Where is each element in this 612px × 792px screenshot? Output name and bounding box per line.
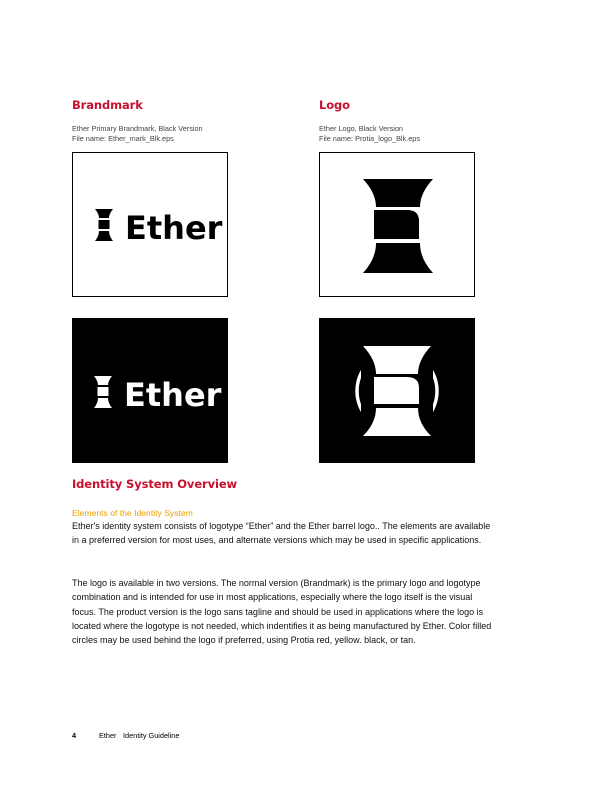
logo-black-panel: [319, 152, 475, 297]
footer-brand: Ether: [99, 731, 117, 740]
logo-caption: [319, 124, 420, 144]
overview-title: Identity System Overview: [72, 477, 238, 491]
overview-paragraph-2: The logo is available in two versions. The normal version (Brandmark) is the primary logo and logotype combination and is intended for use in most applications, especially where the logo itself is the visual focus. The product version is the logo sans tagline and should be used in applications where the logo is located where the logotype is not needed, which indentifies it as being manufactured by Ether. Color filled circles may be used behind the logo if preferred, using Protia red, yellow. black, or tan.: [72, 578, 492, 646]
footer-doc-title: Identity Guideline: [123, 731, 180, 740]
page-number: 4: [72, 731, 77, 740]
brandmark-black-panel: [72, 152, 228, 297]
barrel-logo-icon: [363, 179, 433, 273]
barrel-icon: [94, 376, 112, 408]
brandmark-wordmark-reversed-text: Ether: [124, 376, 222, 412]
brandmark-reversed-panel: [72, 318, 228, 463]
logo-title: Logo: [319, 98, 350, 112]
brandmark-caption-name: Ether Primary Brandmark, Black Version: [72, 124, 203, 133]
brandmark-wordmark-reversed: [124, 374, 224, 412]
brandmark-caption-file: File name: Ether_mark_Blk.eps: [72, 134, 174, 143]
brandmark-wordmark: [125, 207, 225, 245]
logo-caption-name: Ether Logo, Black Version: [319, 124, 403, 133]
logo-circle-reversed-panel: [319, 318, 475, 463]
overview-subhead: Elements of the Identity System: [72, 508, 193, 518]
barrel-icon: [95, 209, 113, 241]
circle-barrel-logo-icon: [347, 336, 447, 446]
brandmark-caption: [72, 124, 203, 144]
brandmark-wordmark-text: Ether: [125, 209, 223, 245]
overview-paragraph-1: Ether's identity system consists of logotype “Ether” and the Ether barrel logo.. The elements are available in a preferred version for most uses, and alternate versions which may be used in specific applications.: [72, 521, 491, 546]
brandmark-title: Brandmark: [72, 98, 143, 112]
logo-caption-file: File name: Protia_logo_Blk.eps: [319, 134, 420, 143]
